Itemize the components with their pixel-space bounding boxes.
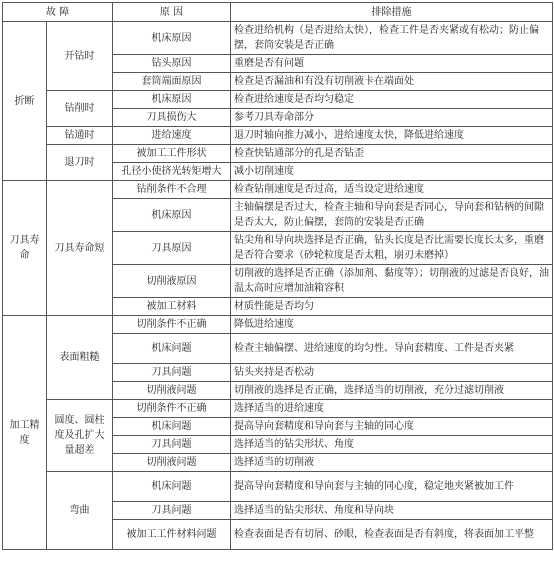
measure-cell: 钻尖角和导向块选择是否正确，钻头长度是否比需要长度长太多，重磨是否符合要求（砂轮粒度是否太粗，崩刃未磨掉） <box>231 232 553 265</box>
measure-cell: 切削液的选择是否正确，选择适当的切削液，充分过滤切削液 <box>231 382 553 400</box>
table-row <box>3 181 553 199</box>
fault-subgroup: 钻通时 <box>47 127 113 145</box>
fault-subgroup: 退刀时 <box>47 145 113 181</box>
header-measure: 排除措施 <box>231 3 553 22</box>
table-row <box>3 316 553 334</box>
cause-cell: 刀具问题 <box>113 364 231 382</box>
measure-cell: 退刀时轴向推力减小，进给速度太快，降低进给速度 <box>231 127 553 145</box>
fault-category: 加工精度 <box>3 316 47 550</box>
fault-subgroup: 钻削时 <box>47 91 113 127</box>
measure-cell: 检查主轴偏摆、进给速度的均匀性、导向套精度、工件是否夹紧 <box>231 334 553 364</box>
measure-cell: 检查进给速度是否均匀稳定 <box>231 91 553 109</box>
measure-cell: 材质性能是否均匀 <box>231 298 553 316</box>
table-row <box>3 91 553 109</box>
cause-cell: 机床问题 <box>113 472 231 502</box>
cause-cell: 钻头原因 <box>113 55 231 73</box>
fault-subgroup: 开钻时 <box>47 22 113 91</box>
cause-cell: 切削液原因 <box>113 265 231 298</box>
cause-cell: 被加工材料 <box>113 298 231 316</box>
cause-cell: 机床原因 <box>113 91 231 109</box>
measure-cell: 主轴偏摆是否过大，检查主轴和导向套是否同心，导向套和钻柄的间隙是否太大，防止偏摆，套筒的安装是否正确 <box>231 199 553 232</box>
cause-cell: 切削条件不正确 <box>113 400 231 418</box>
cause-cell: 被加工工件材料问题 <box>113 520 231 550</box>
cause-cell: 刀具问题 <box>113 502 231 520</box>
cause-cell: 孔径小使挤光转矩增大 <box>113 163 231 181</box>
table-row <box>3 127 553 145</box>
cause-cell: 刀具原因 <box>113 232 231 265</box>
table-row <box>3 22 553 55</box>
measure-cell: 检查钻削速度是否过高，适当设定进给速度 <box>231 181 553 199</box>
measure-cell: 选择适当的切削液 <box>231 454 553 472</box>
table-body <box>3 22 553 550</box>
troubleshooting-table <box>2 2 553 550</box>
cause-cell: 机床原因 <box>113 22 231 55</box>
measure-cell: 降低进给速度 <box>231 316 553 334</box>
fault-subgroup: 表面粗糙 <box>47 316 113 400</box>
table-header-row <box>3 3 553 22</box>
fault-category: 折断 <box>3 22 47 181</box>
fault-category: 刀具寿命 <box>3 181 47 316</box>
measure-cell: 检查快钻通部分的孔是否钻歪 <box>231 145 553 163</box>
cause-cell: 被加工工件形状 <box>113 145 231 163</box>
measure-cell: 提高导向套精度和导向套与主轴的同心度，稳定地夹紧被加工件 <box>231 472 553 502</box>
measure-cell: 切削液的选择是否正确（添加剂、黏度等）；切削液的过滤是否良好，油温太高时应增加油箱容积 <box>231 265 553 298</box>
measure-cell: 重磨是否有问题 <box>231 55 553 73</box>
header-fault: 故 障 <box>3 3 113 22</box>
cause-cell: 钻削条件不合理 <box>113 181 231 199</box>
table-row <box>3 145 553 163</box>
measure-cell: 提高导向套精度和导向套与主轴的同心度 <box>231 418 553 436</box>
header-cause: 原 因 <box>113 3 231 22</box>
cause-cell: 刀具问题 <box>113 436 231 454</box>
measure-cell: 减小切削速度 <box>231 163 553 181</box>
fault-subgroup: 刀具寿命短 <box>47 181 113 316</box>
cause-cell: 进给速度 <box>113 127 231 145</box>
cause-cell: 切削液问题 <box>113 454 231 472</box>
table-row <box>3 400 553 418</box>
cause-cell: 套筒端面原因 <box>113 73 231 91</box>
measure-cell: 选择适当的钻尖形状、角度 <box>231 436 553 454</box>
cause-cell: 切削液问题 <box>113 382 231 400</box>
cause-cell: 切削条件不正确 <box>113 316 231 334</box>
measure-cell: 检查表面是否有切屑、砂眼，检查表面是否有斜度，将表面加工平整 <box>231 520 553 550</box>
fault-subgroup: 弯曲 <box>47 472 113 550</box>
cause-cell: 刀具损伤大 <box>113 109 231 127</box>
cause-cell: 机床问题 <box>113 418 231 436</box>
measure-cell: 选择适当的钻尖形状、角度和导向块 <box>231 502 553 520</box>
measure-cell: 参考刀具寿命部分 <box>231 109 553 127</box>
fault-subgroup: 圆度、圆柱度及孔扩大量超差 <box>47 400 113 472</box>
cause-cell: 机床原因 <box>113 199 231 232</box>
measure-cell: 选择适当的进给速度 <box>231 400 553 418</box>
measure-cell: 检查是否漏油和有没有切削液卡在端面处 <box>231 73 553 91</box>
measure-cell: 检查进给机构（是否进给太快），检查工件是否夹紧或有松动；防止偏摆，套筒安装是否正确 <box>231 22 553 55</box>
cause-cell: 机床问题 <box>113 334 231 364</box>
measure-cell: 钻头夹持是否松动 <box>231 364 553 382</box>
table-row <box>3 472 553 502</box>
